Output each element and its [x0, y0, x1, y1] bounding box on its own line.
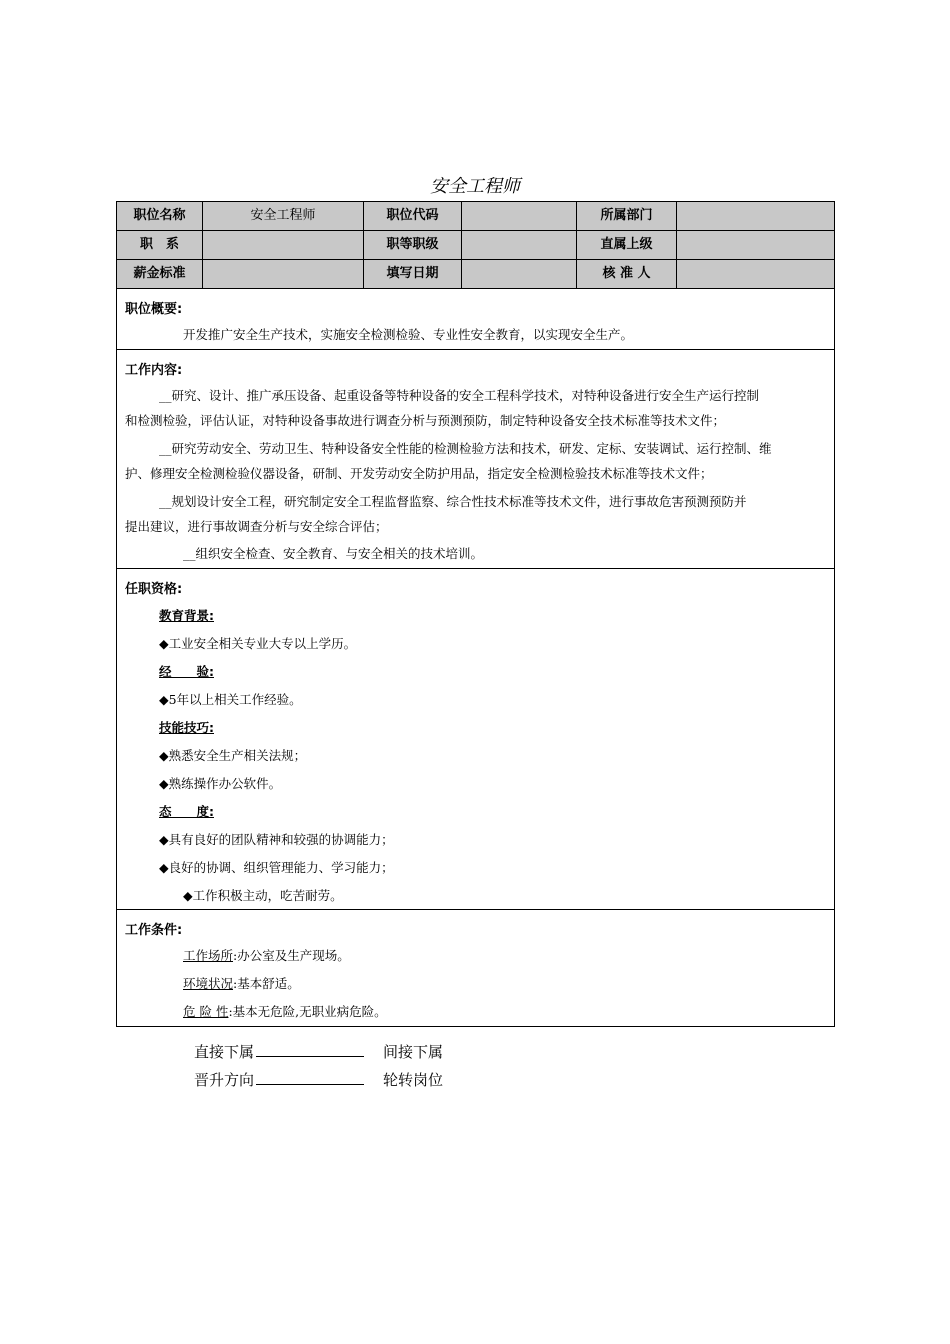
place-label: 工作场所 — [183, 948, 234, 963]
education-label: 教育背景: — [159, 608, 214, 623]
work-content-line: __规划设计安全工程，研究制定安全工程监督监察、综合性技术标准等技术文件，进行事故危害预测预防并 — [159, 494, 747, 509]
direct-subordinate-blank[interactable] — [256, 1042, 364, 1057]
skills-item: ◆熟悉安全生产相关法规； — [159, 748, 307, 763]
place-value: :办公室及生产现场。 — [233, 948, 350, 963]
work-content-line: __研究、设计、推广承压设备、起重设备等特种设备的安全工程科学技术，对特种设备进行安全生产运行控制 — [159, 388, 760, 403]
work-content-line: 和检测检验，评估认证，对特种设备事故进行调查分析与预测预防，制定特种设备安全技术标准等技术文件； — [125, 413, 726, 428]
value-supervisor — [677, 231, 834, 259]
label-salary: 薪金标准 — [117, 260, 203, 288]
skills-label: 技能技巧: — [159, 720, 214, 735]
label-position-code: 职位代码 — [364, 202, 462, 230]
skills-item: ◆熟练操作办公软件。 — [159, 776, 282, 791]
header-row-2 — [117, 231, 834, 260]
value-grade — [462, 231, 577, 259]
job-description-form — [116, 201, 835, 1027]
promotion-field — [194, 1069, 364, 1090]
indirect-subordinate-label: 间接下属 — [383, 1043, 444, 1061]
value-fill-date — [462, 260, 577, 288]
label-position-name: 职位名称 — [117, 202, 203, 230]
page-title: 安全工程师 — [430, 176, 520, 197]
label-job-series: 职 系 — [117, 231, 203, 259]
label-supervisor: 直属上级 — [577, 231, 677, 259]
attitude-item: ◆工作积极主动，吃苦耐劳。 — [183, 888, 343, 903]
conditions-section — [117, 910, 834, 1026]
condition-risk — [183, 1002, 387, 1020]
work-content-line: __组织安全检查、安全教育、与安全相关的技术培训。 — [183, 546, 484, 561]
attitude-item: ◆良好的协调、组织管理能力、学习能力； — [159, 860, 394, 875]
label-department: 所属部门 — [577, 202, 677, 230]
label-approver: 核 准 人 — [577, 260, 677, 288]
env-value: :基本舒适。 — [233, 976, 300, 991]
direct-subordinate-label: 直接下属 — [194, 1043, 255, 1061]
value-approver — [677, 260, 834, 288]
value-position-name: 安全工程师 — [203, 202, 364, 230]
rotation-label: 轮转岗位 — [383, 1071, 444, 1089]
experience-label: 经 验: — [159, 664, 214, 679]
work-content-line: 护、修理安全检测检验仪器设备，研制、开发劳动安全防护用品，指定安全检测检验技术标准等技术文件； — [125, 466, 713, 481]
value-department — [677, 202, 834, 230]
experience-item: ◆5年以上相关工作经验。 — [159, 692, 302, 707]
overview-heading: 职位概要: — [125, 302, 183, 317]
attitude-label: 态 度: — [159, 804, 214, 819]
value-job-series — [203, 231, 364, 259]
promotion-blank[interactable] — [256, 1070, 364, 1085]
attitude-item: ◆具有良好的团队精神和较强的协调能力； — [159, 832, 394, 847]
promotion-label: 晋升方向 — [194, 1071, 255, 1089]
direct-subordinate-field — [194, 1041, 364, 1062]
conditions-heading: 工作条件: — [125, 923, 183, 938]
header-row-3 — [117, 260, 834, 289]
label-grade: 职等职级 — [364, 231, 462, 259]
work-content-line: 提出建议，进行事故调查分析与安全综合评估； — [125, 519, 388, 534]
risk-value: :基本无危险,无职业病危险。 — [228, 1004, 387, 1019]
header-row-1 — [117, 202, 834, 231]
overview-text: 开发推广安全生产技术，实施安全检测检验、专业性安全教育，以实现安全生产。 — [183, 327, 634, 342]
value-position-code — [462, 202, 577, 230]
qualifications-section — [117, 569, 834, 910]
condition-environment — [183, 974, 300, 992]
work-content-heading: 工作内容: — [125, 363, 183, 378]
work-content-line: __研究劳动安全、劳动卫生、特种设备安全性能的检测检验方法和技术，研发、定标、安装调试、运行控制、维 — [159, 441, 772, 456]
condition-place — [183, 946, 350, 964]
env-label: 环境状况 — [183, 976, 234, 991]
value-salary — [203, 260, 364, 288]
education-item: ◆工业安全相关专业大专以上学历。 — [159, 636, 357, 651]
label-fill-date: 填写日期 — [364, 260, 462, 288]
risk-label: 危 险 性 — [183, 1004, 229, 1019]
overview-section — [117, 289, 834, 350]
qualifications-heading: 任职资格: — [125, 582, 183, 597]
work-content-section — [117, 350, 834, 569]
